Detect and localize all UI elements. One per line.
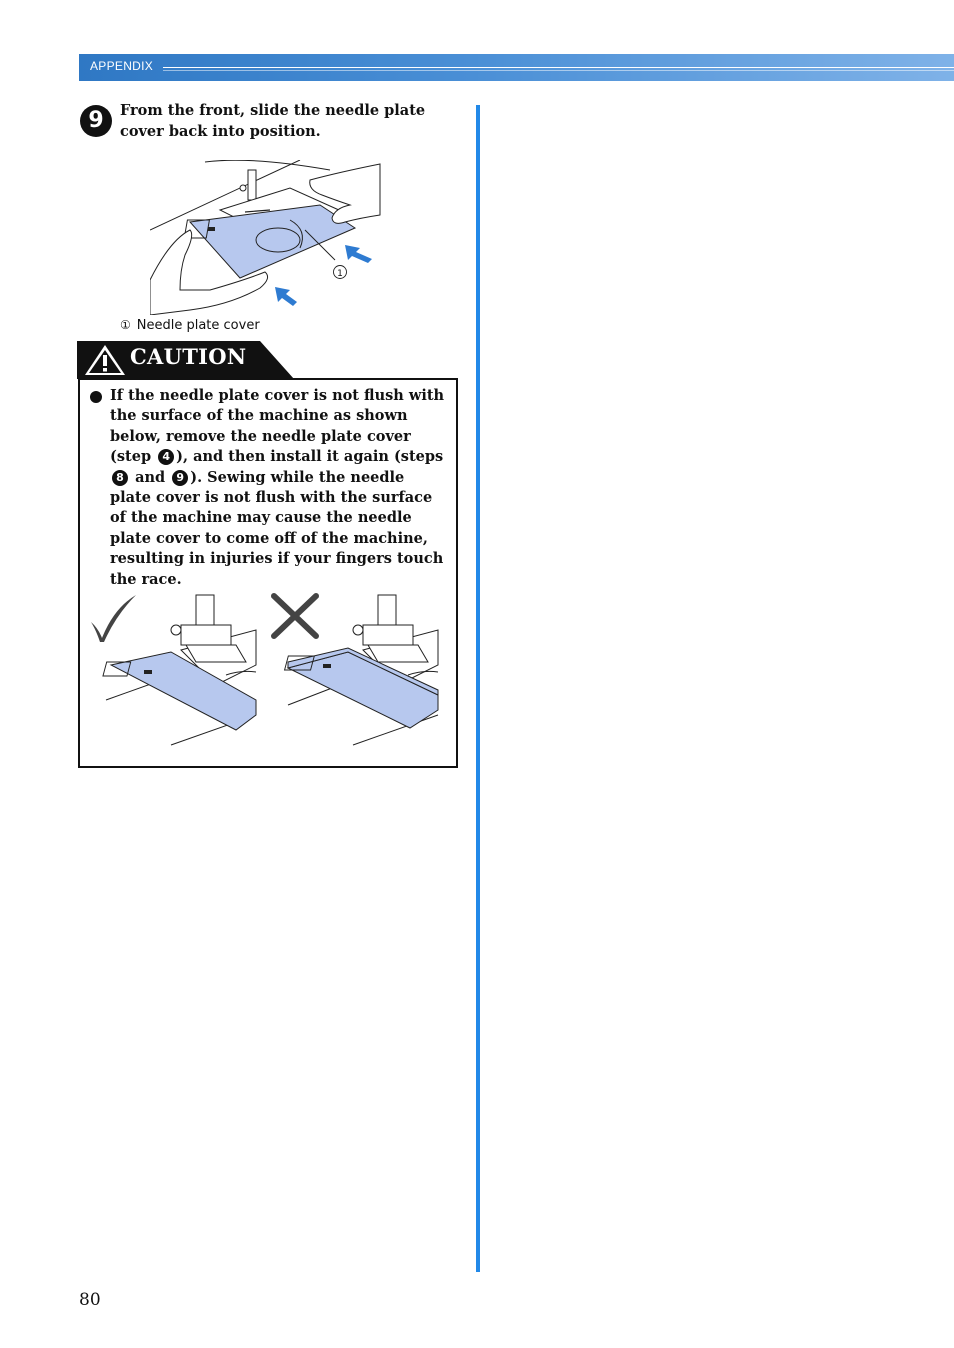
push-arrow-icon-2 bbox=[345, 245, 372, 263]
column-divider bbox=[476, 105, 480, 1272]
header-rule bbox=[163, 67, 954, 68]
caption-text: Needle plate cover bbox=[136, 318, 260, 333]
incorrect-not-flush-illustration bbox=[268, 590, 443, 750]
section-header bbox=[79, 54, 954, 81]
caution-text: If the needle plate cover is not flush with the surface of the machine as shown below, remove the needle plate cover (step 4 ), and then install it again (steps 8 and 9 ). Sewing while the needle plate cover is not flush with the surface of the machine may cause the needle plate cover to come off of the machine, resulting in injuries if your fingers touch the race. bbox=[110, 387, 445, 588]
step-ref-9: 9 bbox=[172, 470, 188, 486]
step-ref-4: 4 bbox=[158, 449, 174, 465]
step-instruction: From the front, slide the needle plate cover back into position. bbox=[120, 102, 426, 140]
checkmark-icon bbox=[91, 595, 136, 642]
needle-plate-cover-illustration bbox=[150, 160, 385, 315]
figure-caption bbox=[120, 318, 260, 333]
caption-number: ① bbox=[120, 318, 131, 332]
page-number: 80 bbox=[79, 1290, 101, 1310]
push-arrow-icon bbox=[275, 287, 297, 306]
caution-title: CAUTION bbox=[130, 344, 247, 369]
cross-mark-icon bbox=[274, 596, 316, 636]
step-ref-8: 8 bbox=[112, 470, 128, 486]
header-rule-secondary bbox=[163, 70, 954, 71]
step-number-badge: 9 bbox=[80, 105, 112, 137]
bullet-icon bbox=[90, 391, 102, 403]
callout-number: 1 bbox=[337, 269, 343, 279]
section-label: APPENDIX bbox=[90, 59, 154, 73]
correct-flush-illustration bbox=[86, 590, 261, 750]
